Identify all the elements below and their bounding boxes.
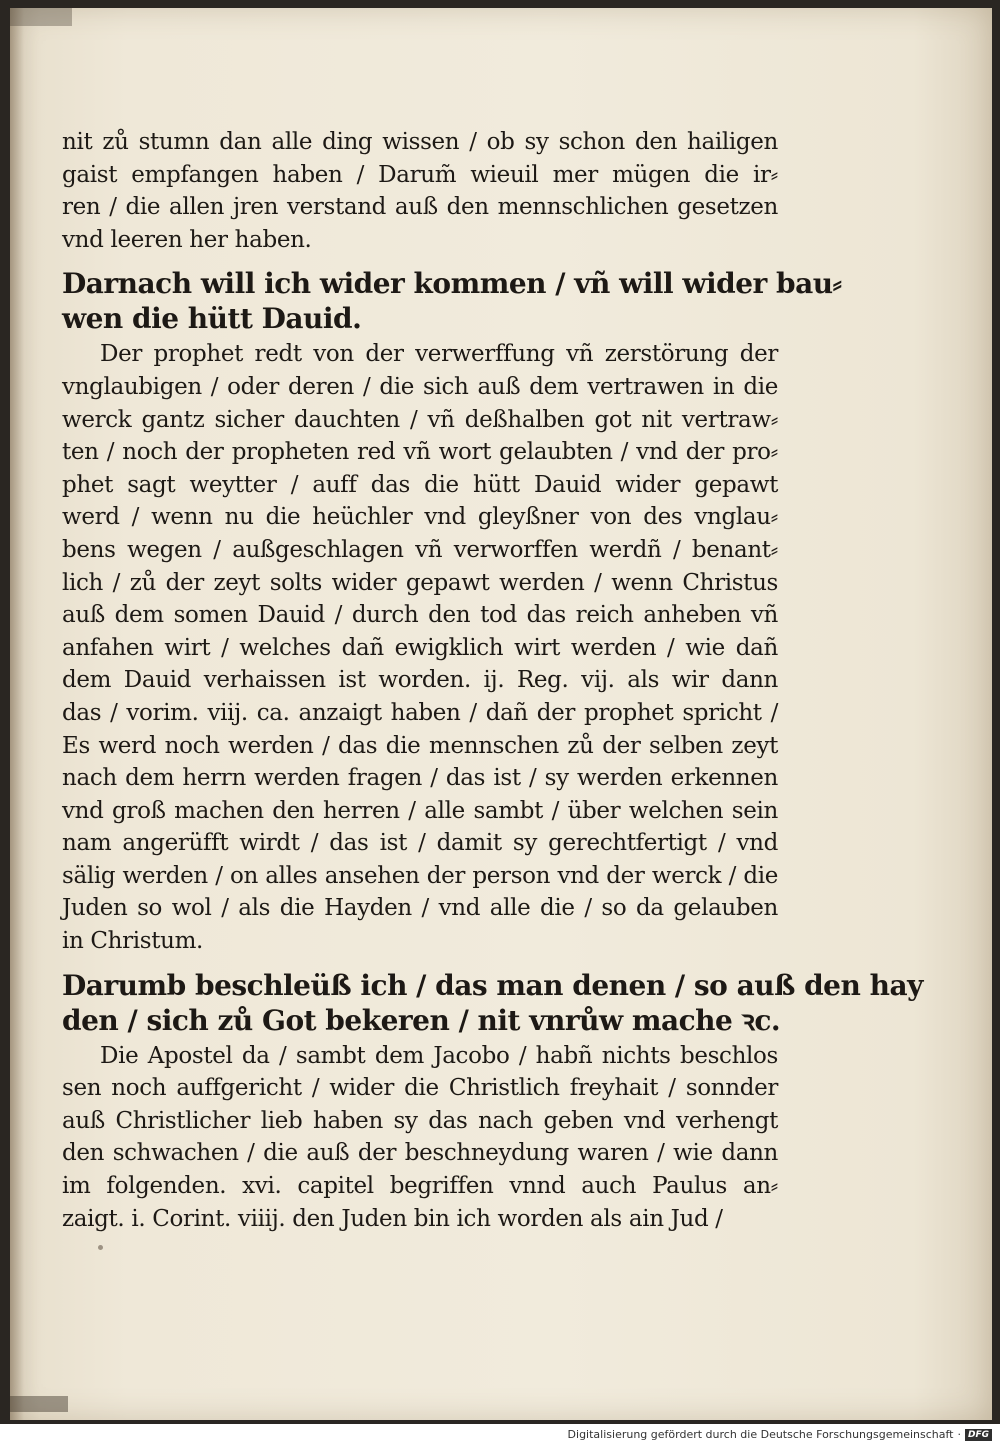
text-line: Der prophet redt von der verwerffung vñ zerstörung der — [100, 341, 778, 368]
text-line: bens wegen / außgeschlagen vñ verworffen werdñ / benant⸗ — [62, 536, 778, 563]
dfg-logo: DFG — [965, 1429, 992, 1441]
text-line: vnglaubigen / oder deren / die sich auß dem vertrawen in die — [62, 373, 778, 400]
book-page — [10, 8, 992, 1420]
heading-line: Darnach will ich wider kommen / vñ will wider bau⸗ — [62, 267, 842, 301]
text-line: anfahen wirt / welches dañ ewigklich wirt werden / wie dañ — [62, 634, 778, 661]
binding-edge-bottom — [10, 1396, 68, 1412]
text-line: Die Apostel da / sambt dem Jacobo / habñ nichts beschlos — [100, 1042, 778, 1069]
text-line: ren / die allen jren verstand auß den mennschlichen gesetzen — [62, 194, 778, 221]
paper-speck — [98, 1245, 103, 1250]
paragraph-1 — [62, 126, 778, 256]
text-line: vnd groß machen den herren / alle sambt / über welchen sein — [62, 797, 778, 824]
text-line: dem Dauid verhaissen ist worden. ij. Reg. vij. als wir dann — [62, 667, 778, 694]
funding-credit: Digitalisierung gefördert durch die Deutsche Forschungsgemeinschaft — [567, 1428, 954, 1441]
heading-line: den / sich zů Got bekeren / nit vnrůw mache ꝛc. — [62, 1003, 781, 1037]
funding-footer — [568, 1428, 992, 1441]
text-line: werd / wenn nu die heüchler vnd gleyßner von des vnglau⸗ — [62, 504, 778, 531]
text-line: zaigt. i. Corint. viiij. den Juden bin ich worden als ain Jud / — [62, 1205, 723, 1232]
text-line: ten / noch der propheten red vñ wort gelaubten / vnd der pro⸗ — [62, 439, 778, 466]
heading-line: wen die hütt Dauid. — [62, 302, 362, 336]
binding-edge-top — [10, 8, 72, 26]
text-line: sälig werden / on alles ansehen der person vnd der werck / die — [62, 862, 778, 889]
text-line: auß dem somen Dauid / durch den tod das reich anheben vñ — [62, 602, 778, 629]
text-line: Juden so wol / als die Hayden / vnd alle die / so da gelauben — [62, 895, 778, 922]
text-line: den schwachen / die auß der beschneydung waren / wie dann — [62, 1140, 778, 1167]
text-line: gaist empfangen haben / Darum̃ wieuil mer mügen die ir⸗ — [62, 161, 778, 188]
page-text — [62, 126, 923, 1237]
text-line: im folgenden. xvi. capitel begriffen vnnd auch Paulus an⸗ — [62, 1173, 778, 1200]
heading-line: Darumb beschleüß ich / das man denen / so auß den hay — [62, 968, 923, 1002]
text-line: phet sagt weytter / auff das die hütt Dauid wider gepawt — [62, 471, 778, 498]
text-line: Es werd noch werden / das die mennschen zů der selben zeyt — [62, 732, 778, 759]
text-line: vnd leeren her haben. — [62, 226, 312, 253]
paragraph-3 — [62, 1040, 778, 1236]
text-line: nam angerüfft wirdt / das ist / damit sy gerechtfertigt / vnd — [62, 830, 778, 857]
text-line: nach dem herrn werden fragen / das ist / sy werden erkennen — [62, 765, 778, 792]
section-heading-2 — [62, 968, 923, 1038]
text-line: nit zů stumn dan alle ding wissen / ob sy schon den hailigen — [62, 129, 778, 155]
paragraph-2 — [62, 338, 778, 957]
separator-dot: · — [957, 1428, 961, 1441]
text-line: das / vorim. viij. ca. anzaigt haben / dañ der prophet spricht / — [62, 699, 778, 726]
text-line: in Christum. — [62, 928, 204, 955]
text-line: sen noch auffgericht / wider die Christlich freyhait / sonnder — [62, 1075, 778, 1102]
text-line: auß Christlicher lieb haben sy das nach geben vnd verhengt — [62, 1107, 778, 1134]
section-heading-1 — [62, 266, 842, 336]
text-line: werck gantz sicher dauchten / vñ deßhalben got nit vertraw⸗ — [62, 406, 778, 433]
text-line: lich / zů der zeyt solts wider gepawt werden / wenn Christus — [62, 569, 778, 596]
